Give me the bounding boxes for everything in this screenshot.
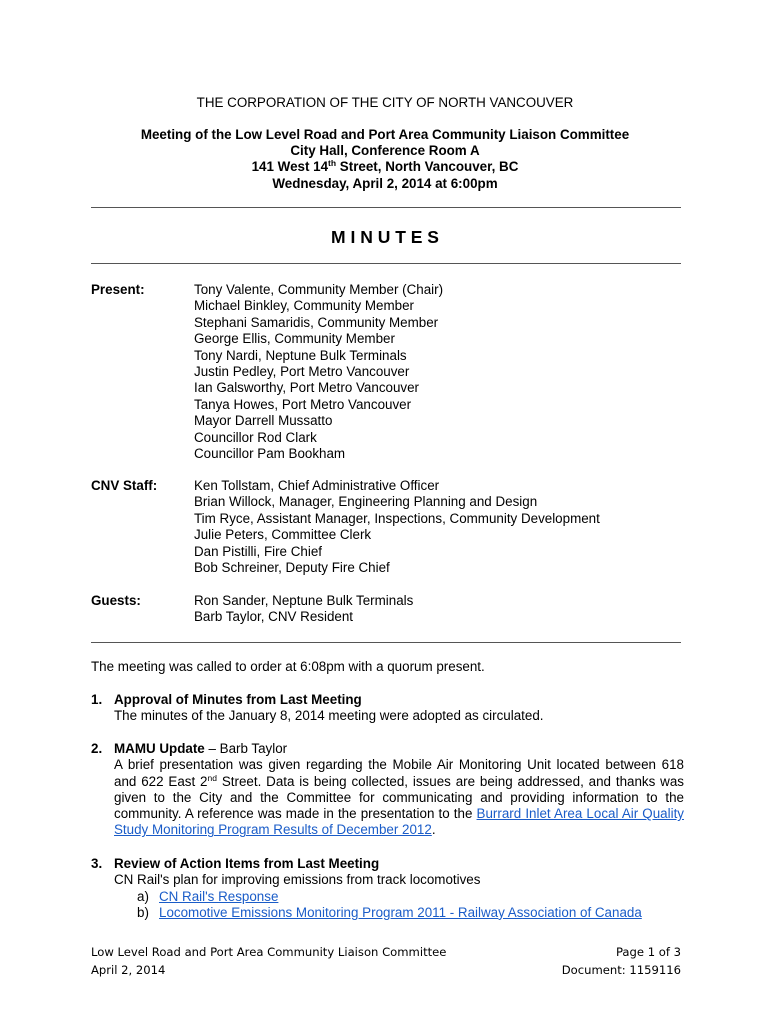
list-item: Michael Binkley, Community Member — [194, 298, 415, 314]
list-item: Ron Sander, Neptune Bulk Terminals — [194, 593, 414, 608]
call-to-order: The meeting was called to order at 6:08pm with a quorum present. — [91, 659, 485, 674]
list-item: George Ellis, Community Member — [194, 331, 395, 347]
meeting-title: Meeting of the Low Level Road and Port Area Community Liaison Committee — [140, 127, 630, 142]
list-item: Ian Galsworthy, Port Metro Vancouver — [194, 380, 420, 396]
meeting-date: Wednesday, April 2, 2014 at 6:00pm — [272, 176, 498, 191]
divider — [91, 642, 681, 643]
guests-list — [194, 593, 413, 626]
staff-label: CNV Staff: — [91, 478, 158, 493]
footer-date: April 2, 2014 — [91, 963, 166, 977]
item-text: CN Rail's plan for improving emissions from track locomotives — [114, 872, 481, 888]
organization-name: THE CORPORATION OF THE CITY OF NORTH VANCOUVER — [196, 95, 574, 110]
list-item: Julie Peters, Committee Clerk — [194, 527, 372, 543]
meeting-address: 141 West 14th Street, North Vancouver, BC — [251, 158, 519, 174]
locomotive-emissions-link[interactable]: Locomotive Emissions Monitoring Program 2011 - Railway Association of Canada — [159, 904, 642, 920]
staff-list — [194, 478, 600, 576]
list-item: Tanya Howes, Port Metro Vancouver — [194, 396, 412, 412]
divider — [91, 207, 681, 208]
footer-committee: Low Level Road and Port Area Community Liaison Committee — [91, 945, 447, 959]
page-title: M I N U T E S — [331, 227, 439, 247]
list-item: Brian Willock, Manager, Engineering Planning and Design — [194, 494, 538, 510]
present-label: Present: — [91, 282, 145, 297]
list-item: Bob Schreiner, Deputy Fire Chief — [194, 560, 390, 576]
agenda-item-1 — [114, 692, 684, 725]
document-number: Document: 1159116 — [561, 963, 681, 977]
list-item: Tim Ryce, Assistant Manager, Inspections, Community Development — [194, 510, 600, 526]
item-heading-line — [114, 741, 684, 757]
footer-right — [562, 943, 681, 979]
sub-item: a) CN Rail's Response — [137, 888, 279, 904]
item-presenter: – Barb Taylor — [204, 741, 288, 756]
item-heading: Approval of Minutes from Last Meeting — [114, 692, 362, 707]
sub-item: b) Locomotive Emissions Monitoring Program 2011 - Railway Association of Canada — [137, 904, 642, 920]
present-list — [194, 282, 443, 462]
list-item: Stephani Samaridis, Community Member — [194, 314, 439, 330]
agenda-item-3 — [114, 856, 684, 921]
burrard-inlet-report-link[interactable]: Burrard Inlet Area Local Air Quality Study Monitoring Program Results of December 2012 — [114, 806, 684, 838]
list-item: Justin Pedley, Port Metro Vancouver — [194, 364, 410, 380]
meeting-location: City Hall, Conference Room A — [290, 143, 480, 158]
cn-rail-response-link[interactable]: CN Rail's Response — [159, 888, 279, 904]
list-item: Ken Tollstam, Chief Administrative Officer — [194, 478, 440, 493]
item-heading: Review of Action Items from Last Meeting — [114, 856, 380, 871]
item-text: The minutes of the January 8, 2014 meeting were adopted as circulated. — [114, 708, 544, 724]
list-item: Councillor Pam Bookham — [194, 446, 346, 462]
page-number: Page 1 of 3 — [615, 945, 681, 959]
list-item: Tony Valente, Community Member (Chair) — [194, 282, 444, 297]
list-item: Barb Taylor, CNV Resident — [194, 609, 354, 625]
agenda-item-2 — [114, 741, 684, 839]
item-number: 1. — [91, 692, 103, 707]
item-number: 3. — [91, 856, 103, 871]
footer-left — [91, 943, 446, 979]
item-number: 2. — [91, 741, 103, 756]
guests-label: Guests: — [91, 593, 141, 608]
list-item: Councillor Rod Clark — [194, 429, 317, 445]
item-text: A brief presentation was given regarding the Mobile Air Monitoring Unit located between 618 and 622 East 2nd Street. Data is being collected, issues are being addressed, and thanks was given to the City and the Committee for communicating and providing information to the community. A reference was made in the presentation to the Burrard Inlet Area Local Air Quality Study Monitoring Program Results of December 2012. — [114, 757, 684, 838]
list-item: Mayor Darrell Mussatto — [194, 413, 333, 429]
list-item: Tony Nardi, Neptune Bulk Terminals — [194, 347, 407, 363]
list-item: Dan Pistilli, Fire Chief — [194, 543, 322, 559]
divider — [91, 263, 681, 264]
item-heading: MAMU Update — [114, 741, 205, 756]
